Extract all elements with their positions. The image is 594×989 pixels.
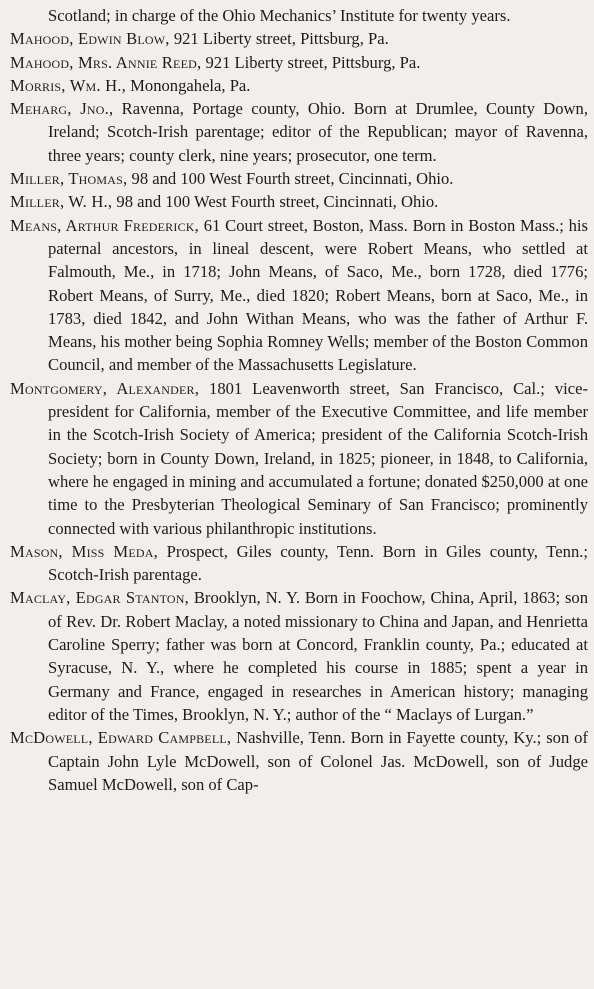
entry-meharg — [10, 97, 588, 167]
entry-name: Meharg, Jno., — [10, 99, 114, 119]
entry-name: Mason, Miss Meda, — [10, 541, 158, 561]
entry-text: 98 and 100 West Fourth street, Cincinnati, Ohio. — [127, 169, 454, 189]
entry-miller-thomas — [10, 167, 588, 190]
entry-name: Miller, Thomas, — [10, 169, 128, 189]
entry-text: Brooklyn, N. Y. Born in Foochow, China, April, 1863; son of Rev. Dr. Robert Maclay, a noted missionary to China and Japan, and Henrietta Caroline Sperry; father was born at Concord, Franklin county, Pa.; educated at Syracuse, N. Y., where he completed his course in 1885; spent a year in Germany and France, engaged in researches in American history; managing editor of the Times, Brooklyn, N. Y.; author of the “ Maclays of Lurgan.” — [48, 588, 588, 724]
entry-montgomery — [10, 377, 588, 540]
entry-name: Miller, W. H., — [10, 192, 113, 212]
entry-name: McDowell, Edward Campbell, — [10, 728, 232, 748]
entry-text: 61 Court street, Boston, Mass. Born in Boston Mass.; his paternal ancestors, in lineal descent, were Robert Means, who settled at Falmouth, Me., in 1718; John Means, of Saco, Me., born 1728, died 1776; Robert Means, of Surry, Me., died 1820; Robert Means, born at Saco, Me., in 1783, died 1842, and John Withan Means, who was the father of Arthur F. Means, his mother being Sophia Romney Wells; member of the Boston Common Council, and member of the Massachusetts Legislature. — [48, 215, 588, 375]
entry-text: Ravenna, Portage county, Ohio. Born at Drumlee, County Down, Ireland; Scotch-Irish parentage; editor of the Republican; mayor of Ravenna, three years; county clerk, nine years; prosecutor, one term. — [48, 99, 588, 165]
entry-name: Morris, Wm. H., — [10, 75, 127, 95]
entry-mahood-annie — [10, 51, 588, 74]
entry-continuation — [10, 4, 588, 27]
entry-text: Scotland; in charge of the Ohio Mechanics’ Institute for twenty years. — [48, 6, 511, 25]
entry-name: Maclay, Edgar Stanton, — [10, 588, 189, 608]
entry-means — [10, 214, 588, 377]
entry-text: 1801 Leavenworth street, San Francisco, Cal.; vice-president for California, member of the Executive Committee, and life member in the Scotch-Irish Society of America; president of the California Scotch-Irish Society; born in County Down, Ireland, in 1825; pioneer, in 1848, to California, where he engaged in mining and accumulated a fortune; donated $250,000 at one time to the Presbyterian Theological Seminary of San Francisco; prominently connected with various philanthropic institutions. — [48, 378, 588, 538]
entry-text: 921 Liberty street, Pittsburg, Pa. — [201, 52, 421, 72]
entry-mahood-edwin — [10, 27, 588, 50]
entry-name: Montgomery, Alexander, — [10, 378, 200, 398]
entry-text: Monongahela, Pa. — [126, 75, 251, 95]
entry-text: 98 and 100 West Fourth street, Cincinnati, Ohio. — [112, 192, 439, 212]
entry-mason — [10, 540, 588, 587]
entry-text: 921 Liberty street, Pittsburg, Pa. — [169, 29, 389, 49]
entry-name: Mahood, Edwin Blow, — [10, 29, 170, 49]
entry-miller-wh — [10, 190, 588, 213]
entry-text: Prospect, Giles county, Tenn. Born in Giles county, Tenn.; Scotch-Irish parentage. — [48, 541, 588, 585]
entry-maclay — [10, 586, 588, 726]
entry-text: Nashville, Tenn. Born in Fayette county, Ky.; son of Captain John Lyle McDowell, son of Colonel Jas. McDowell, son of Judge Samuel McDowell, son of Cap- — [48, 728, 588, 794]
entry-name: Means, Arthur Frederick, — [10, 215, 200, 235]
entry-name: Mahood, Mrs. Annie Reed, — [10, 52, 202, 72]
entry-mcdowell — [10, 726, 588, 796]
entry-morris — [10, 74, 588, 97]
